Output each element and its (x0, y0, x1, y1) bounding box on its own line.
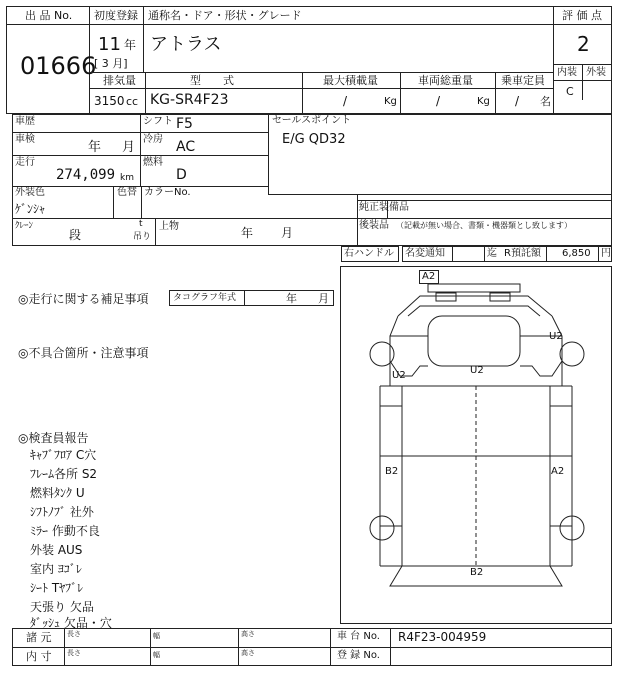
tachograph-label: タコグラフ年式 (173, 293, 237, 303)
drive-side: 右ハンドル (344, 248, 394, 259)
mileage-label: 走行 (15, 157, 35, 168)
interior-label: 内装 (557, 67, 577, 78)
inspection-month: 月 (122, 140, 136, 155)
capacity-label: 乗車定員 (501, 74, 545, 87)
chassis-label: 車 台 No. (337, 631, 380, 642)
type-value: KG-SR4F23 (150, 92, 229, 108)
first-reg-label: 初度登録 (94, 9, 138, 22)
lot-label: 出 品 No. (25, 9, 73, 22)
fuel-label: 燃料 (143, 157, 163, 168)
tag: 迄 (487, 248, 497, 259)
inspection-label: 車検 (15, 134, 35, 145)
capacity-unit: 名 (540, 95, 551, 108)
recycle-label: R預託額 (504, 248, 541, 259)
displacement: 3150 (94, 94, 125, 108)
reg-label: 登 録 No. (337, 650, 380, 661)
ext-color: ｹﾞﾝｼｬ (15, 202, 46, 216)
chassis-no: R4F23-004959 (398, 630, 487, 644)
driving-notes-label: ◎走行に関する補足事項 (18, 292, 149, 306)
first-reg-month: [ 3 月] (94, 57, 128, 70)
ext-color-label: 外装色 (15, 187, 45, 198)
interior-dims-label: 内 寸 (26, 650, 52, 663)
mark-u2-center: U2 (470, 365, 484, 376)
ac-label: 冷房 (143, 134, 163, 145)
grade-label: 評 価 点 (562, 9, 602, 22)
recycle-amount: 6,850 (562, 248, 591, 259)
height-label-2: 高さ (241, 649, 255, 657)
mark-a2-right: A2 (551, 466, 565, 477)
inspector-label: ◎検査員報告 (18, 431, 89, 445)
interior-grade: C (566, 85, 574, 98)
mileage: 274,099 (56, 167, 116, 183)
crane-label: ｸﾚｰﾝ (15, 221, 34, 231)
mark-b2-left: B2 (385, 466, 399, 477)
width-label: 幅 (153, 632, 160, 640)
type-label: 型 式 (190, 74, 234, 87)
width-label-2: 幅 (153, 651, 160, 659)
length-label: 長さ (67, 630, 81, 638)
sales-point-label: セールスポイント (272, 115, 352, 126)
yen-unit: 円 (601, 248, 611, 259)
height-label: 高さ (241, 630, 255, 638)
upper-year: 年 (241, 226, 254, 240)
name-change-label: 名変通知 (405, 248, 445, 259)
crane-stage: 段 (69, 228, 82, 242)
mark-u2-right: U2 (549, 331, 563, 342)
inspector-item: ﾌﾚｰﾑ各所 S2 (30, 467, 98, 481)
grade-value: 2 (577, 32, 590, 56)
fuel-value: D (176, 167, 187, 183)
displacement-label: 排気量 (103, 74, 136, 87)
shift-label: シフト (143, 116, 173, 127)
aftermarket-note: （記載が無い場合、書類・機器類とし致します） (396, 221, 572, 230)
shift-value: F5 (176, 116, 193, 132)
mark-a2-top: A2 (422, 271, 436, 282)
inspector-item: 外装 AUS (30, 543, 83, 557)
mark-u2-left: U2 (392, 370, 406, 381)
defects-label: ◎不具合箇所・注意事項 (18, 346, 149, 360)
tacho-year: 年 (286, 292, 297, 305)
length-label-2: 長さ (67, 649, 81, 657)
aftermarket-label: 後装品 (359, 220, 389, 231)
ac-value: AC (176, 139, 196, 155)
inspector-item: ｼｰﾄ Tﾔﾌﾞﾚ (30, 581, 84, 595)
model-name-label: 通称名・ドア・形状・グレード (148, 9, 302, 22)
sales-point: E/G QD32 (282, 132, 346, 147)
crane-t: t (139, 219, 143, 229)
inspector-item: 室内 ﾖｺﾞﾚ (30, 562, 82, 576)
mileage-unit: km (120, 173, 134, 183)
color-change-label: 色替 (117, 187, 137, 198)
lot-number: 01666 (20, 52, 97, 80)
gross-weight: / (436, 94, 441, 108)
color-no-label: カラーNo. (144, 187, 191, 198)
first-reg-year: 11 (98, 34, 121, 55)
year-unit: 年 (124, 38, 137, 52)
displacement-unit: cc (126, 95, 139, 108)
kg-unit-2: Kg (477, 96, 490, 107)
inspection-year: 年 (88, 140, 102, 155)
history-label: 車歴 (15, 116, 35, 127)
capacity: / (515, 94, 520, 108)
inspector-item: 天張り 欠品 (30, 600, 94, 614)
kg-unit-1: Kg (384, 96, 397, 107)
inspector-item: ｷｬﾌﾞﾌﾛｱ C穴 (30, 448, 97, 462)
genuine-label: 純正装備品 (359, 202, 409, 213)
inspector-item: 燃料ﾀﾝｸ U (30, 486, 85, 500)
inspector-item: ｼﾌﾄﾉﾌﾞ 社外 (30, 505, 94, 519)
max-load-label: 最大積載量 (323, 74, 378, 87)
upper-label: 上物 (159, 221, 179, 232)
gross-weight-label: 車両総重量 (418, 74, 473, 87)
inspector-item: ﾀﾞｯｼｭ 欠品・穴 (30, 616, 112, 630)
inspector-item: ﾐﾗｰ 作動不良 (30, 524, 100, 538)
exterior-label: 外装 (586, 67, 606, 78)
tacho-month: 月 (318, 292, 329, 305)
crane-hoist: 吊り (133, 232, 152, 242)
upper-month: 月 (281, 226, 294, 240)
max-load: / (343, 94, 348, 108)
mark-b2-bottom: B2 (470, 567, 484, 578)
model-name: アトラス (150, 34, 222, 55)
dims-label: 諸 元 (26, 631, 52, 644)
